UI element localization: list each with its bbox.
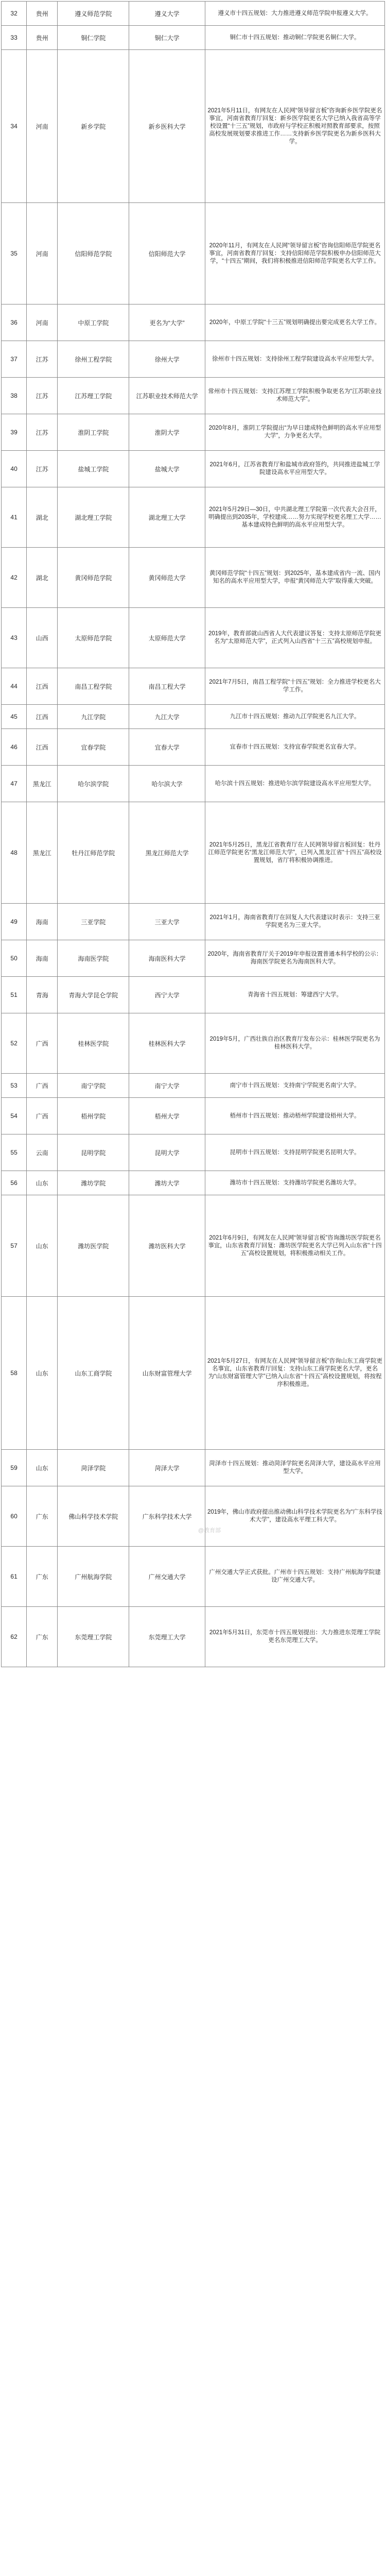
target-name-cell: 黑龙江师范大学 [129,802,205,904]
current-name-cell: 潍坊学院 [58,1171,129,1195]
table-row [2,50,385,203]
target-name-cell: 更名为“大学” [129,304,205,341]
table-row [2,705,385,729]
status-cell: 菏泽市十四五规划：推动菏泽学院更名菏泽大学，建设高水平应用型大学。 [205,1450,384,1486]
status-cell: 常州市十四五规划：支持江苏理工学院积极争取更名为“江苏职业技术师范大学”。 [205,378,384,414]
row-number: 32 [2,2,27,26]
province-cell: 湖北 [27,548,58,608]
table-row [2,203,385,304]
watermark: @教育部 [198,1528,221,1534]
target-name-cell: 江苏职业技术师范大学 [129,378,205,414]
row-number: 34 [2,50,27,203]
university-rename-table [1,1,385,1667]
province-cell: 江苏 [27,341,58,378]
row-number: 48 [2,802,27,904]
row-number: 46 [2,729,27,766]
target-name-cell: 遵义大学 [129,2,205,26]
target-name-cell: 哈尔滨大学 [129,766,205,802]
province-cell: 广东 [27,1607,58,1667]
status-cell: 九江市十四五规划：推动九江学院更名九江大学。 [205,705,384,729]
province-cell: 河南 [27,203,58,304]
current-name-cell: 桂林医学院 [58,1013,129,1074]
row-number: 33 [2,26,27,50]
status-cell: 2021年6月9日，有网友在人民网“领导留言板”咨询潍坊医学院更名事宜，山东省教育厅回复：潍坊医学院更名大学已列入山东省“十四五”高校设置规划，将积极推动相关工作。 [205,1195,384,1297]
province-cell: 云南 [27,1134,58,1171]
province-cell: 广西 [27,1013,58,1074]
current-name-cell: 信阳师范学院 [58,203,129,304]
row-number: 54 [2,1098,27,1134]
table-row [2,414,385,451]
current-name-cell: 太原师范学院 [58,608,129,668]
target-name-cell: 海南医科大学 [129,940,205,977]
status-cell: 2021年5月29日—30日，中共湖北理工学院第一次代表大会召开，明确提出到2035年，学校建成……努力实现学校更名理工大学……基本建成特色鲜明的高水平应用型大学。 [205,487,384,548]
table-row [2,802,385,904]
row-number: 38 [2,378,27,414]
status-cell: 2021年5月11日，有网友在人民网“领导留言板”咨询新乡医学院更名事宜，河南省教育厅回复：新乡医学院更名大学已纳入我省高等学校设置“十三五”规划，市政府与学校正积极对照教育部要求，按照高校发展规划要求推进工作……支持新乡医学院更名为新乡医科大学。 [205,50,384,203]
status-cell: 2021年7月5日，南昌工程学院“十四五”规划：全力推进学校更名大学工作。 [205,668,384,705]
province-cell: 河南 [27,50,58,203]
table-row [2,608,385,668]
current-name-cell: 海南医学院 [58,940,129,977]
status-cell: 2021年5月25日，黑龙江省教育厅在人民网领导留言板回复：牡丹江师范学院更名“黑龙江师范大学”，已列入黑龙江省“十四五”高校设置规划，省厅将积极协调推进。 [205,802,384,904]
table-body [2,2,385,1667]
target-name-cell: 桂林医科大学 [129,1013,205,1074]
row-number: 37 [2,341,27,378]
target-name-cell: 宜春大学 [129,729,205,766]
table-row [2,1607,385,1667]
table-row [2,1195,385,1297]
table-row [2,548,385,608]
status-cell: 2021年6月，江苏省教育厅和盐城市政府签约，共同推进盐城工学院建设高水平应用型大学。 [205,451,384,487]
current-name-cell: 牡丹江师范学院 [58,802,129,904]
target-name-cell: 西宁大学 [129,977,205,1013]
current-name-cell: 徐州工程学院 [58,341,129,378]
status-cell: 遵义市十四五规划：大力推进遵义师范学院申报遵义大学。 [205,2,384,26]
current-name-cell: 潍坊医学院 [58,1195,129,1297]
province-cell: 江西 [27,705,58,729]
row-number: 42 [2,548,27,608]
current-name-cell: 中原工学院 [58,304,129,341]
table-row [2,1171,385,1195]
table-row [2,1547,385,1607]
row-number: 56 [2,1171,27,1195]
target-name-cell: 东莞理工大学 [129,1607,205,1667]
current-name-cell: 青海大学昆仑学院 [58,977,129,1013]
status-cell: 2020年8月，淮阴工学院提出“为早日建成特色鲜明的高水平应用型大学”，力争更名大学。 [205,414,384,451]
current-name-cell: 佛山科学技术学院 [58,1486,129,1547]
province-cell: 青海 [27,977,58,1013]
target-name-cell: 菏泽大学 [129,1450,205,1486]
province-cell: 贵州 [27,26,58,50]
province-cell: 湖北 [27,487,58,548]
row-number: 58 [2,1297,27,1450]
status-cell: 徐州市十四五规划：支持徐州工程学院建设高水平应用型大学。 [205,341,384,378]
province-cell: 江西 [27,729,58,766]
status-cell: 宜春市十四五规划：支持宜春学院更名宜春大学。 [205,729,384,766]
province-cell: 黑龙江 [27,766,58,802]
table-row [2,904,385,940]
current-name-cell: 南宁学院 [58,1074,129,1098]
table-row [2,1297,385,1450]
status-cell: 2020年11月，有网友在人民网“领导留言板”咨询信阳师范学院更名事宜，河南省教育厅回复：支持信阳师范学院积极申办信阳师范大学，“十四五”期间，我们将积极推进信阳师范学院更名大学工作。 [205,203,384,304]
target-name-cell: 潍坊大学 [129,1171,205,1195]
row-number: 40 [2,451,27,487]
table-row [2,1486,385,1547]
table-row [2,940,385,977]
target-name-cell: 太原师范大学 [129,608,205,668]
target-name-cell: 南宁大学 [129,1074,205,1098]
target-name-cell: 昆明大学 [129,1134,205,1171]
target-name-cell: 信阳师范大学 [129,203,205,304]
target-name-cell: 九江大学 [129,705,205,729]
province-cell: 广西 [27,1098,58,1134]
row-number: 49 [2,904,27,940]
target-name-cell: 梧州大学 [129,1098,205,1134]
target-name-cell: 新乡医科大学 [129,50,205,203]
row-number: 50 [2,940,27,977]
target-name-cell: 广州交通大学 [129,1547,205,1607]
current-name-cell: 广州航海学院 [58,1547,129,1607]
current-name-cell: 山东工商学院 [58,1297,129,1450]
current-name-cell: 南昌工程学院 [58,668,129,705]
status-cell: 2020年，海南省教育厅关于2019年申报设置普通本科学校的公示：海南医学院更名为海南医科大学。 [205,940,384,977]
status-cell: 2021年5月27日，有网友在人民网“领导留言板”咨询山东工商学院更名事宜，山东省教育厅回复：支持山东工商学院更名大学，更名为“山东财富管理大学”已纳入山东省“十四五”高校设置规划，将按程序积极推进。 [205,1297,384,1450]
status-cell: 2021年1月，海南省教育厅在回复人大代表建议时表示：支持三亚学院更名为三亚大学。 [205,904,384,940]
row-number: 47 [2,766,27,802]
table-row [2,1450,385,1486]
province-cell: 广东 [27,1486,58,1547]
row-number: 41 [2,487,27,548]
target-name-cell: 南昌工程大学 [129,668,205,705]
row-number: 62 [2,1607,27,1667]
row-number: 39 [2,414,27,451]
status-cell: 广州交通大学正式获批。广州市十四五规划：支持广州航海学院建设广州交通大学。 [205,1547,384,1607]
row-number: 35 [2,203,27,304]
current-name-cell: 遵义师范学院 [58,2,129,26]
province-cell: 江苏 [27,451,58,487]
row-number: 52 [2,1013,27,1074]
row-number: 59 [2,1450,27,1486]
current-name-cell: 九江学院 [58,705,129,729]
status-cell: 2020年，中原工学院“十三五”规划明确提出要完成更名大学工作。 [205,304,384,341]
target-name-cell: 潍坊医科大学 [129,1195,205,1297]
status-cell: 梧州市十四五规划：推动梧州学院建设梧州大学。 [205,1098,384,1134]
province-cell: 江西 [27,668,58,705]
row-number: 61 [2,1547,27,1607]
table-row [2,1013,385,1074]
target-name-cell: 广东科学技术大学 [129,1486,205,1547]
current-name-cell: 新乡学院 [58,50,129,203]
status-cell: 2021年5月31日，东莞市十四五规划提出：大力推进东莞理工学院更名东莞理工大学。 [205,1607,384,1667]
table-row [2,977,385,1013]
target-name-cell: 湖北理工大学 [129,487,205,548]
province-cell: 山西 [27,608,58,668]
province-cell: 江苏 [27,378,58,414]
current-name-cell: 盐城工学院 [58,451,129,487]
status-cell: 2019年，教育部就山西省人大代表建议答复：支持太原师范学院更名为“太原师范大学”，正式列入山西省“十三五”高校规划申报。 [205,608,384,668]
target-name-cell: 黄冈师范大学 [129,548,205,608]
table-row [2,304,385,341]
status-cell: 青海省十四五规划：筹建西宁大学。 [205,977,384,1013]
current-name-cell: 东莞理工学院 [58,1607,129,1667]
row-number: 53 [2,1074,27,1098]
province-cell: 广西 [27,1074,58,1098]
table-row [2,766,385,802]
province-cell: 山东 [27,1195,58,1297]
table-row [2,2,385,26]
table-row [2,1074,385,1098]
target-name-cell: 三亚大学 [129,904,205,940]
row-number: 57 [2,1195,27,1297]
status-cell: 潍坊市十四五规划：支持潍坊学院更名潍坊大学。 [205,1171,384,1195]
target-name-cell: 山东财富管理大学 [129,1297,205,1450]
province-cell: 山东 [27,1450,58,1486]
table-row [2,729,385,766]
table-row [2,341,385,378]
target-name-cell: 淮阴大学 [129,414,205,451]
current-name-cell: 菏泽学院 [58,1450,129,1486]
target-name-cell: 铜仁大学 [129,26,205,50]
target-name-cell: 盐城大学 [129,451,205,487]
current-name-cell: 昆明学院 [58,1134,129,1171]
row-number: 60 [2,1486,27,1547]
status-cell: 昆明市十四五规划：支持昆明学院更名昆明大学。 [205,1134,384,1171]
status-cell: 铜仁市十四五规划：推动铜仁学院更名铜仁大学。 [205,26,384,50]
table-row [2,1134,385,1171]
province-cell: 海南 [27,904,58,940]
status-cell: 南宁市十四五规划：支持南宁学院更名南宁大学。 [205,1074,384,1098]
status-cell: 2019年5月，广西壮族自治区教育厅发布公示：桂林医学院更名为桂林医科大学。 [205,1013,384,1074]
current-name-cell: 湖北理工学院 [58,487,129,548]
status-cell: 2019年，佛山市政府提出推动佛山科学技术学院更名为“广东科学技术大学”，建设高水平理工科大学。 [205,1486,384,1547]
province-cell: 广东 [27,1547,58,1607]
table-row [2,668,385,705]
row-number: 44 [2,668,27,705]
province-cell: 河南 [27,304,58,341]
target-name-cell: 徐州大学 [129,341,205,378]
row-number: 43 [2,608,27,668]
status-cell: 黄冈师范学院“十四五”规划：到2025年，基本建成省内一流、国内知名的高水平应用型大学，申报“黄冈师范大学”取得重大突破。 [205,548,384,608]
row-number: 51 [2,977,27,1013]
table-row [2,1098,385,1134]
current-name-cell: 铜仁学院 [58,26,129,50]
province-cell: 贵州 [27,2,58,26]
current-name-cell: 宜春学院 [58,729,129,766]
table-row [2,378,385,414]
current-name-cell: 黄冈师范学院 [58,548,129,608]
status-cell: 哈尔滨十四五规划：推进哈尔滨学院建设高水平应用型大学。 [205,766,384,802]
current-name-cell: 江苏理工学院 [58,378,129,414]
current-name-cell: 梧州学院 [58,1098,129,1134]
province-cell: 山东 [27,1171,58,1195]
current-name-cell: 三亚学院 [58,904,129,940]
province-cell: 山东 [27,1297,58,1450]
row-number: 45 [2,705,27,729]
row-number: 36 [2,304,27,341]
table-row [2,26,385,50]
row-number: 55 [2,1134,27,1171]
table-row [2,487,385,548]
current-name-cell: 哈尔滨学院 [58,766,129,802]
province-cell: 黑龙江 [27,802,58,904]
table-row [2,451,385,487]
province-cell: 江苏 [27,414,58,451]
current-name-cell: 淮阴工学院 [58,414,129,451]
province-cell: 海南 [27,940,58,977]
